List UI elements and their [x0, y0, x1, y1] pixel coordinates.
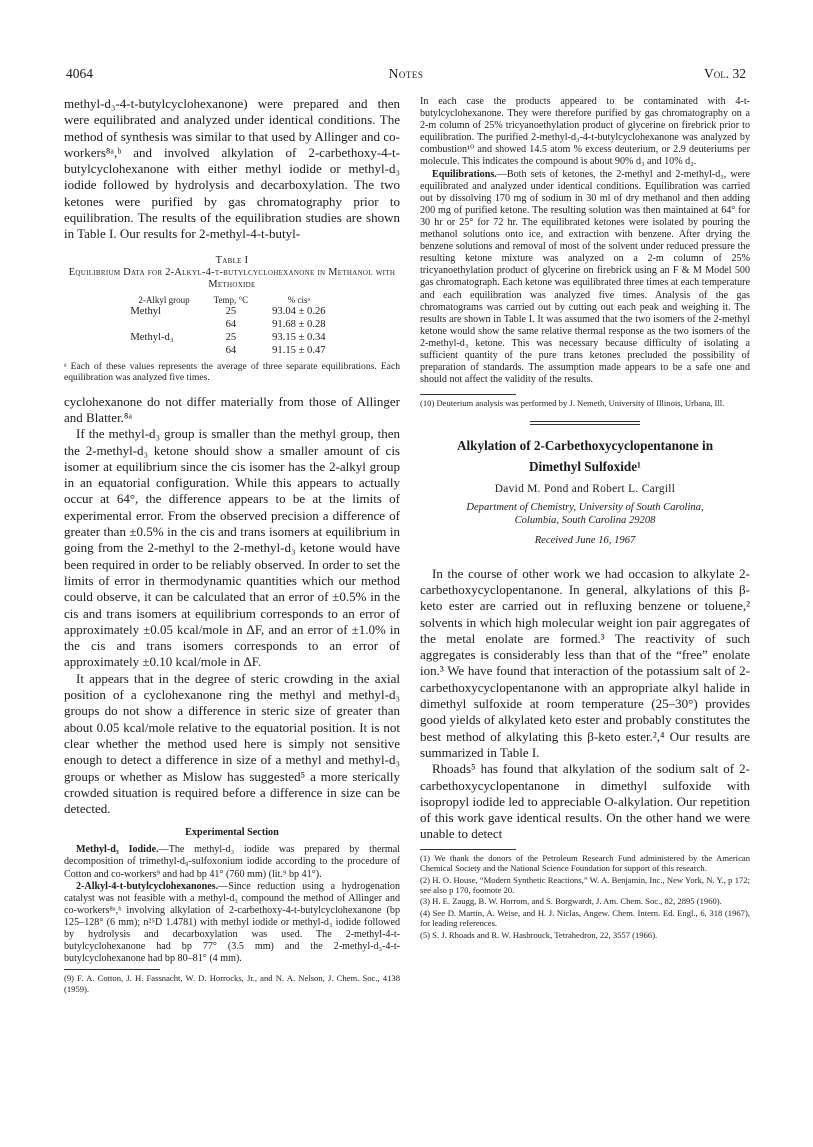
table-cell: Methyl-d₃ [130, 331, 174, 343]
paragraph: Rhoads⁵ has found that alkylation of the sodium salt of 2-carbethoxycyclopentanone in dimethyl sulfoxide with isopropyl iodide led to appreciable O-alkylation. Our repetition of this work gave identical results. On the other hand we were unable to detect [420, 761, 750, 842]
paragraph [64, 844, 400, 880]
run-in-heading: Equilibrations. [432, 168, 497, 180]
article-title-line: Dimethyl Sulfoxide¹ [528, 458, 642, 474]
table-cell: 64 [225, 344, 237, 356]
paragraph: In the course of other work we had occasion to alkylate 2-carbethoxycyclopentanone. In general, alkylations of this β-keto ester are carried out in refluxing benzene or toluene,² solvents in which high molecular weight ion pair aggregates of the metal enolate are formed.³ The reactivity of such aggregates is considerably less than that of the “free” enolate ion.³ We have found that interaction of the potassium salt of 2-carbethoxycyclopentanone with an appropriate alkyl halide in dimethyl sulfoxide at room temperature (25–30°) provides good yields of alkylated keto ester and probably constitutes the best method of alkylating this β-keto ester.²,⁴ Our results are summarized in Table I. [420, 565, 750, 760]
paragraph: cyclohexanone do not differ materially from those of Allinger and Blatter.⁸ᵃ [64, 393, 400, 425]
footnote-rule [64, 969, 160, 970]
section-heading: Experimental Section [185, 827, 279, 839]
article-title [420, 435, 750, 477]
run-in-heading: Methyl-d₃ Iodide. [76, 844, 159, 856]
footnote: (5) S. J. Rhoads and R. W. Hasbrouck, Tetrahedron, 22, 3557 (1966). [420, 929, 658, 940]
footnote-rule [420, 849, 516, 850]
table-caption [64, 255, 400, 291]
volume-label: Vol. 32 [704, 66, 746, 81]
footnote-rule [420, 394, 516, 395]
paragraph: It appears that in the degree of steric crowding in the axial position of a cyclohexanone ring the methyl and methyl-d₃ groups do not show a difference in steric size of greater than about 0.05 kcal/mole relative to the equatorial position. It is not clear whether the method used here is simply not sensitive enough to detect a difference in size of a methyl and methyl-d₃ groups or whether as Mislow has suggested⁵ a more sterically crowded situation is required before a difference in size can be detected. [64, 670, 400, 817]
paragraph: methyl-d₃-4-t-butylcyclohexanone) were prepared and then were equilibrated and analyzed under identical conditions. The method of synthesis was similar to that used by Allinger and co-workers⁸ᵃ,ᵇ and involved alkylation of 2-carbethoxy-4-t-butylcyclohexanone with either methyl iodide or methyl-d₃ iodide followed by hydrolysis and decarboxylation. The two ketones were purified by gas chromatography prior to equilibration. The results of the equilibration studies are shown in Table I. Our results for 2-methyl-4-t-butyl- [64, 96, 400, 242]
affiliation-line: Department of Chemistry, University of South Carolina, [466, 501, 704, 513]
table-cell [126, 344, 201, 357]
table-row [126, 331, 337, 344]
affiliation-line: Columbia, South Carolina 29208 [514, 514, 656, 526]
paragraph-text: —Since reduction using a hydrogenation catalyst was not feasible with a methyl-d₃ compound the method of Allinger and co-workers⁸ᵃ,ᵇ involving alkylation of 2-carbethoxy-4-t-butylcyclohexanone (bp 125–128° (6 mm); n²⁵D 1.4781) with methyl iodide or methyl-d₃ iodide followed by hydrolysis and decarboxylation was used. The 2-methyl-4-t-butylcyclohexanone had bp 77° (3.5 mm) and the 2-methyl-d₃-4-t-butylcyclohexanone had bp 80–81° (4 mm). [64, 880, 400, 965]
paragraph-text: —The methyl-d₃ iodide was prepared by thermal decomposition of trimethyl-d₉-sulfoxonium iodide according to the procedure of Cotton and co-workers⁹ and had bp 41° (760 mm) (lit.⁹ bp 41°). [64, 844, 400, 880]
paragraph-text: —Both sets of ketones, the 2-methyl and 2-methyl-d₃, were equilibrated and analyzed under identical conditions. Equilibration was carried out by dissolving 170 mg of sodium in 30 ml of dry methanol and then adding 200 mg of purified ketone. The resulting solution was then maintained at 64° for 30 hr or 25° for 72 hr. The equilibrated ketones were isolated by pouring the methanol solutions onto ice, and extraction with benzene. After drying the benzene solutions and removal of most of the solvent under reduced pressure the resulting ketone mixture was analyzed on a 2-m column of 25% tricyanoethylation product of glycerine on firebrick using an F & M Model 500 gas chromatograph. Each ketone was equilibrated three times at each temperature and each equilibration was analyzed five times. Analysis of the gas chromatograms was carried out by cutting out each peak and weighing it. The results are shown in Table I. It was assumed that the two isomers of the 2-methyl ketone would show the same relative thermal response as the two isomers of the 2-methyl-d₃ ketone. This was necessary because difficulty of isolating a sufficient quantity of the pure trans ketones precluded the possibility of preparation of standards. The assumption made appears to be a safe one and should not affect the validity of the results. [420, 168, 750, 386]
table-cell: 91.68 ± 0.28 [272, 318, 326, 330]
table-cell: 93.15 ± 0.34 [272, 331, 326, 343]
run-in-heading: 2-Alkyl-4-t-butylcyclohexanones. [76, 880, 219, 892]
section-name: Notes [388, 66, 424, 81]
footnote: (9) F. A. Cotton, J. H. Fassnacht, W. D. Horrocks, Jr., and N. A. Nelson, J. Chem. Soc., 4138 (1959). [64, 973, 400, 994]
paragraph [420, 169, 750, 387]
column-header: 2-Alkyl group [138, 294, 190, 305]
right-column [420, 96, 750, 1106]
page-number: 4064 [66, 66, 93, 81]
paragraph [64, 881, 400, 966]
received-date: Received June 16, 1967 [534, 534, 636, 546]
table-row [126, 318, 337, 331]
paragraph: If the methyl-d₃ group is smaller than the methyl group, then the 2-methyl-d₃ ketone should show a smaller amount of cis isomer at equilibrium since the cis isomer has the 2-alkyl group in an equatorial configuration. While this appears to actually occur at 64°, the difference appears to be at the limits of experimental error. From the observed precision a difference of greater than ±0.5% in the cis and trans isomers at equilibrium in going from the 2-methyl to the 2-methyl-d₃ ketone would have been required in order to be reliably observed. In order to set the limits of error in thermodynamic quantities which our method could observe, it can be calculated that an error of ±0.5% in the cis and trans isomers at equilibrium corresponds to an error of approximately ±0.05 kcal/mole in ΔF, and an error of ±1.0% in the cis and trans isomers corresponds to an error of approximately ±0.10 kcal/mole in ΔF. [64, 426, 400, 670]
table-cell: 91.15 ± 0.47 [272, 344, 326, 356]
affiliation [420, 501, 750, 527]
paragraph: In each case the products appeared to be contaminated with 4-t-butylcyclohexanone. They were therefore purified by gas chromatography on a 2-m column of 25% tricyanoethylation product of glycerine on firebrick prior to equilibration. The purified 2-methyl-d₃-4-t-butylcyclohexanone was analyzed by combustion¹⁰ and showed 14.5 atom % excess deuterium, or 2.9 deuteriums per molecule. This indicates the compound is about 90% d₃ and 10% d₂. [420, 96, 750, 168]
table-row [126, 305, 337, 318]
authors: David M. Pond and Robert L. Cargill [494, 482, 676, 495]
column-header: Temp, °C [213, 294, 249, 305]
table-footnote: ᵃ Each of these values represents the average of three separate equilibrations. Each equilibration was analyzed five times. [64, 360, 400, 384]
table-header-row [126, 295, 337, 305]
article-title-line: Alkylation of 2-Carbethoxycyclopentanone in [456, 437, 714, 453]
equilibrium-data-table [126, 295, 337, 357]
left-column [64, 96, 400, 1096]
table-cell [126, 318, 201, 331]
article-separator [530, 421, 640, 425]
table-title: Equilibrium Data for 2-Alkyl-4-t-butylcyclohexanone in Methanol with Methoxide [68, 266, 396, 290]
table-cell: 64 [225, 318, 237, 330]
table-cell: 25 [225, 305, 237, 317]
footnote: (2) H. O. House, “Modern Synthetic Reactions,” W. A. Benjamin, Inc., New York, N. Y., p 172; see also p 170, footnote 20. [420, 874, 750, 895]
table-label: Table I [215, 254, 249, 266]
footnote: (1) We thank the donors of the Petroleum Research Fund administered by the American Chemical Society and the National Science Foundation for support of this research. [420, 852, 750, 874]
footnote: (10) Deuterium analysis was performed by J. Nemeth, University of Illinois, Urbana, Ill. [420, 398, 725, 409]
table-row [126, 344, 337, 357]
table-cell: Methyl [130, 305, 161, 317]
table-cell: 25 [225, 331, 237, 343]
running-header [66, 66, 746, 84]
column-header: % cisᵃ [287, 294, 310, 305]
footnote: (4) See D. Martin, A. Weise, and H. J. Niclas, Angew. Chem. Intern. Ed. Engl., 6, 318 (1967), for leading references. [420, 907, 750, 929]
footnote: (3) H. E. Zaugg, B. W. Horrom, and S. Borgwardt, J. Am. Chem. Soc., 82, 2895 (1960). [420, 896, 722, 907]
table-cell: 93.04 ± 0.26 [272, 305, 326, 317]
